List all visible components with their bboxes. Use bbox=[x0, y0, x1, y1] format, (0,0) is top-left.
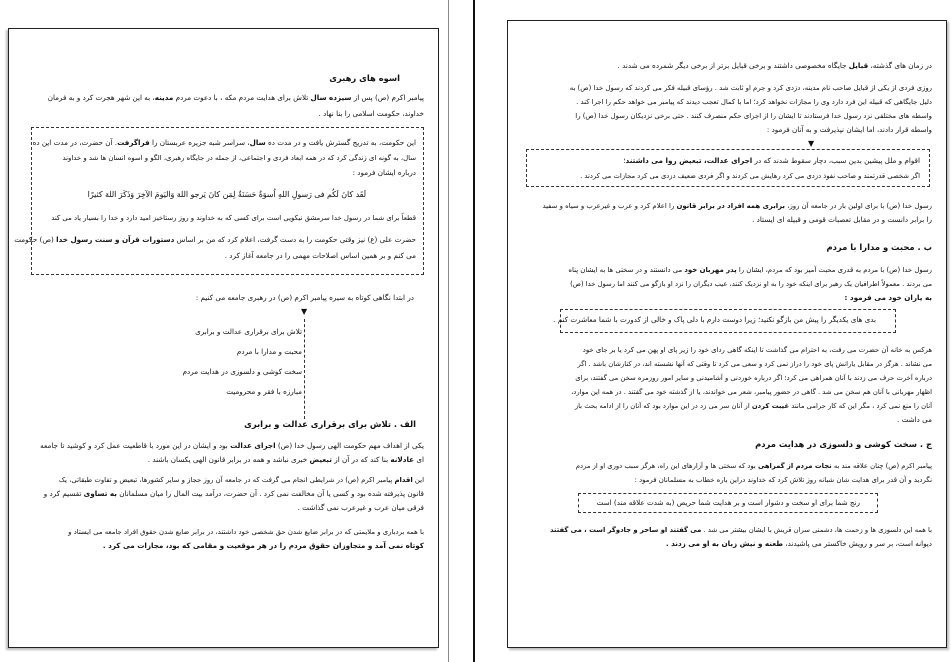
p2-line-1: این اقدام پیامبر اکرم (ص) در شرایطی انجام می گرفت که در جامعه آن روز حجاز و سایر کشورها، تبعیض و تفاوت طبقاتی، یک bbox=[58, 476, 424, 484]
r2-line-4: واسطه قرار دادند، اما ایشان نپذیرفت و به آنان فرمود : bbox=[766, 125, 932, 134]
quran-verse: لَقَد كانَ لَكُم فى رَسولِ اللهِ اُسوَةٌ حَسَنَةٌ لِمَن كانَ يَرجو اللهَ وَاليَومَ الآخِرَ وَذَكَرَ اللهَ كثيرًا bbox=[87, 190, 366, 199]
r1-line: در زمان های گذشته، قبایل جایگاه مخصوصی داشتند و برخی قبایل برتر از برخی دیگر شمرده می شدند . bbox=[617, 61, 932, 70]
right-page bbox=[507, 20, 947, 648]
intro-line-1: پیامبر اکرم (ص) پس از سیزده سال تلاش برای هدایت مردم مکه ، با دعوت مردم مدینه، به این شهر هجرت کرد و به فرمان bbox=[47, 93, 424, 102]
r6-line-1: پیامبر اکرم (ص) چنان علاقه مند به نجات مردم از گمراهی بود که سختی ها و آزارهای این راه، هرگز سبب دوری او از مردم bbox=[575, 462, 932, 470]
quote2-text: بدی های یکدیگر را پیش من بازگو نکنید؛ زیرا دوست دارم با دلی پاک و خالی از کدورت با شما معاشرت کنم . bbox=[553, 315, 876, 324]
r6-line-2: نگردید و آن قدر برای هدایت شان شبانه روز تلاش کرد که خداوند دراین باره خطاب به مسلمانان فرمود : bbox=[634, 476, 932, 484]
r4-line-3: به یاران خود می فرمود : bbox=[844, 293, 932, 302]
r7-line-2: دیوانه است، بر سر و رویش خاکستر می پاشیدند، طعنه و نیش زبان به او می زدند . bbox=[665, 539, 932, 548]
r3-line-1: رسول خدا (ص) با برای اولین بار در جامعه آن روز، برابری همه افراد در برابر قانون را اعلام کرد و عرب و غیرعرب و سیاه و سفید bbox=[542, 202, 932, 210]
r2-line-2: دلیل جایگاهی که قبیله این فرد دارد وی را مجازات نخواهد کرد؛ اما با کمال تعجب دیدند که پیامبر می خواهد حکم را اجرا کند . bbox=[576, 98, 932, 106]
tree-connector bbox=[304, 319, 305, 419]
box-line-3: درباره ایشان فرمود : bbox=[352, 168, 416, 177]
quote-box-1 bbox=[526, 149, 930, 187]
left-page bbox=[8, 28, 439, 648]
arrow-down-icon: ▼ bbox=[301, 307, 308, 316]
p2-line-2: قانون پذیرفته شده بود و کسی یا آن مخالفت نمی کرد . آن حضرت، درآمد بیت المال را میان مسلمانان به تساوی تقسیم کرد و bbox=[43, 489, 424, 498]
r2-line-3: واسطه های مختلفی نزد رسول خدا فرستادند تا ایشان را از اجرای حکم منصرف کنند . حتی برخی نزدیکان رسول خدا (ص) را bbox=[575, 112, 932, 120]
page-gutter-line bbox=[448, 0, 449, 662]
r5-line-3: درباره آخرت حرف می زدند با آنان همراهی می کرد؛ اگر درباره خوردنی و آشامیدنی و سایر امور روزمره سخن می گفتند، برای bbox=[575, 374, 932, 382]
box-line-2: سال، به گونه ای زندگی کرد که در همه ابعاد فردی و اجتماعی، از جمله در جایگاه رهبری، الگو و اسوه انسان ها شد و خداوند bbox=[62, 154, 416, 162]
box-line-5: می کنم و بر همین اساس اصلاحات مهمی را در جامعه آغاز کرد . bbox=[224, 251, 416, 260]
r5-line-6: می داشت . bbox=[897, 415, 932, 424]
r5-line-1: هرکس به خانه آن حضرت می رفت، به احترام می گذاشت تا اینکه گاهی ردای خود را زیر پای او پهن می کرد یا بر جای خود bbox=[582, 346, 932, 354]
r5-line-2: می نشاند . هرگز در مقابل یارانش پای خود را دراز نمی کرد و سعی می کرد تا وقتی که آنها نشسته اند، در کنارشان باشد . اگر bbox=[577, 360, 932, 368]
box-line-4: حضرت علی (ع) نیز وقتی حکومت را به دست گرفت، اعلام کرد که من بر اساس دستورات قرآن و سنت رسول خدا (ص) حکومت bbox=[14, 235, 416, 244]
subsection-c-title: ج . سخت کوشی و دلسوزی در هدایت مردم bbox=[755, 439, 932, 449]
r7-line-1: با همه این دلسوزی ها و زحمت ها، دشمنی سران قریش با ایشان بیشتر می شد . می گفتند او ساحر و جادوگر است ، می گفتند bbox=[550, 526, 932, 534]
r2-line-1: روزی فردی از یکی از قبایل صاحب نام مدینه، دزدی کرد و جرم او ثابت شد . رؤسای قبیله فکر می کردند که رسول خدا (ص) به bbox=[569, 84, 932, 92]
r4-line-2: می بردند . معمولاً اطرافیان یک رهبر برای اینکه خود را به او نزدیک کنند، عیب دیگران را نزد او بازگو می کنند اما رسول خدا (ص) bbox=[570, 280, 932, 288]
quote3-text: رنج شما برای او سخت و دشوار است و بر هدایت شما حریص (به شدت علاقه مند) است bbox=[596, 498, 860, 507]
r3-line-2: را برابر دانست و در مقابل تعصبات قومی و قبیله ای ایستاد . bbox=[752, 215, 932, 224]
binder-divider bbox=[473, 0, 475, 662]
section-title: اسوه های رهبری bbox=[329, 73, 400, 83]
box-line-1: این حکومت، به تدریج گسترش یافت و در مدت ده سال، سراسر شبه جزیره عربستان را فراگرفت. آن حضرت، در مدت این ده bbox=[32, 138, 416, 147]
r5-line-5: آنان را منع نمی کرد ، مگر این که کار حرامی مانند غیبت کردن از آنان سر می زد در این موارد بود که آنان را از ادامه بحث باز bbox=[574, 402, 932, 410]
r1-bold-term-inline: قبایل bbox=[848, 61, 869, 70]
p3-line-2: کوتاه نمی آمد و متجاوزان حقوق مردم را در هر موقعیت و مقامی که بود، مجازات می کرد . bbox=[102, 541, 424, 550]
r4-line-1: رسول خدا (ص) با مردم به قدری محبت آمیز بود که مردم، ایشان را پدر مهربان خود می دانستند و در سختی ها به ایشان پناه bbox=[568, 266, 932, 274]
overview-item: سخت کوشی و دلسوزی در هدایت مردم bbox=[182, 367, 302, 376]
p3-line-1: با همه بردباری و ملایمتی که در برابر ضایع شدن حق شخصی خود داشتند، در برابر ضایع شدن حقوق افراد جامعه می ایستاد و bbox=[68, 528, 424, 536]
p1-line-1: یکی از اهداف مهم حکومت الهی رسول خدا (ص) اجرای عدالت بود و ایشان در این مورد با قاطعیت عمل کرد و کوشید تا جامعه bbox=[40, 441, 424, 450]
r5-line-4: اظهار مهربانی با آنان هم سخن می شد . گاهی در حضور پیامبر، شعر می خواندند، یا از گذشته خود می گفتند . در همه این موارد، bbox=[571, 388, 932, 396]
p2-line-3: فرقی میان عرب و غیرعرب نمی گذاشت . bbox=[297, 503, 424, 512]
quote1-line-2: اگر شخصی قدرتمند و صاحب نفوذ دزدی می کرد رهایش می کردند و اگر فردی ضعیف دزدی می کرد مجازات می کردند . bbox=[580, 172, 920, 180]
arrow-down-icon: ▼ bbox=[808, 139, 815, 148]
overview-item: محبت و مدارا با مردم bbox=[236, 347, 302, 356]
overview-item: تلاش برای برقراری عدالت و برابری bbox=[195, 327, 302, 336]
overview-item: مبارزه با فقر و محرومیت bbox=[226, 387, 302, 396]
intro-line-2: خداوند، حکومت اسلامی را بنا نهاد . bbox=[318, 109, 424, 118]
overview-intro: در ابتدا نگاهی کوتاه به سیره پیامبر اکرم (ص) در رهبری جامعه می کنیم : bbox=[195, 293, 414, 302]
subsection-a-title: الف . تلاش برای برقراری عدالت و برابری bbox=[244, 419, 416, 429]
quote1-line-1: اقوام و ملل پیشین بدین سبب، دچار سقوط شدند که در اجرای عدالت، تبعیض روا می داشتند؛ bbox=[623, 156, 920, 165]
subsection-b-title: ب . محبت و مدارا با مردم bbox=[826, 242, 932, 252]
verse-translation: قطعاً برای شما در رسول خدا سرمشق نیکویی است برای کسی که به خداوند و روز رستاخیز امید دارد و خدا را بسیار یاد می کند bbox=[51, 214, 416, 222]
p1-line-2: ای عادلانه بنا کند که در آن از تبعیض خبری نباشد و همه در برابر قانون الهی یکسان باشند . bbox=[147, 455, 424, 464]
